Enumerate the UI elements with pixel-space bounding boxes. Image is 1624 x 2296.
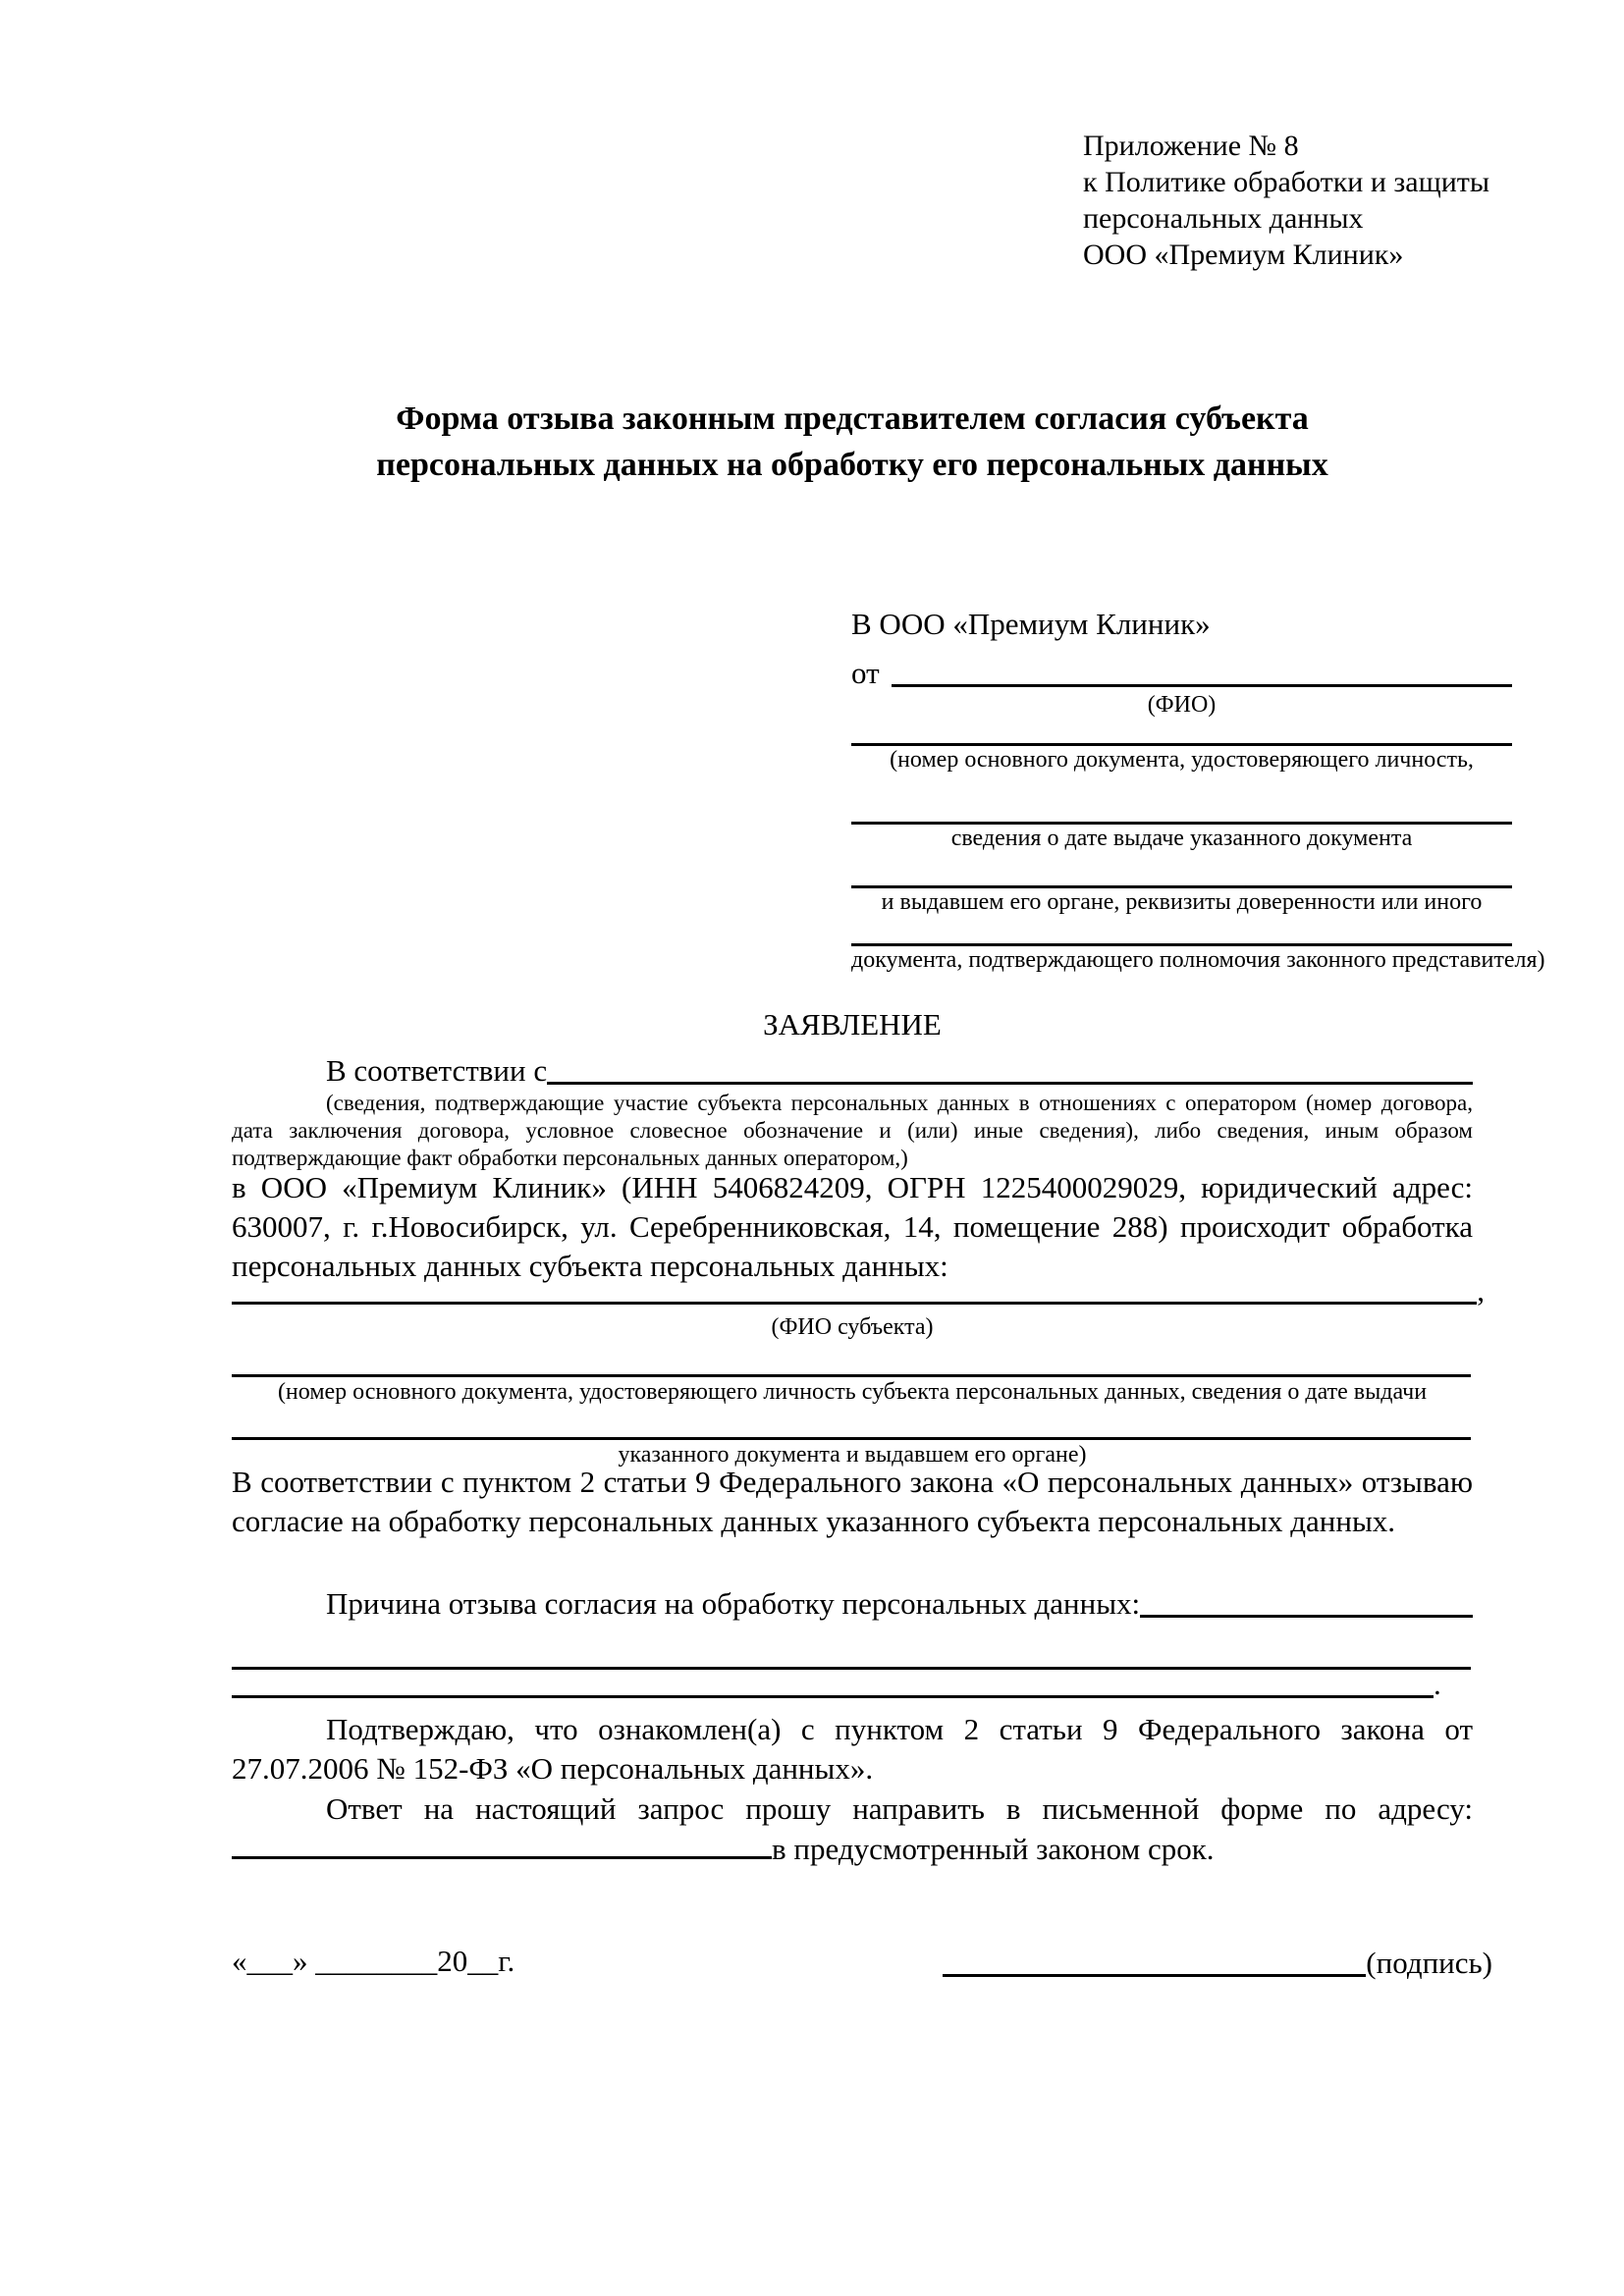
addressee-block bbox=[851, 605, 1545, 974]
representative-document-caption: (номер основного документа, удостоверяющего личность, bbox=[890, 747, 1474, 773]
reason-line-suffix: . bbox=[1434, 1667, 1441, 1701]
from-label: от bbox=[851, 656, 880, 690]
subject-fio-row bbox=[232, 1274, 1485, 1308]
signature-blank-line bbox=[943, 1974, 1366, 1977]
subject-document-blank-line bbox=[232, 1345, 1471, 1377]
representative-fio-blank-line bbox=[892, 684, 1512, 687]
signature-caption: (подпись) bbox=[1366, 1946, 1492, 1980]
issuing-authority-caption: и выдавшем его органе, реквизиты доверенности или иного bbox=[881, 889, 1483, 915]
acknowledgement-paragraph: Подтверждаю, что ознакомлен(а) с пунктом 2 статьи 9 Федерального закона от 27.07.2006 № 152-ФЗ «О персональных данных». bbox=[232, 1712, 1473, 1786]
subject-fio-caption: (ФИО субъекта) bbox=[771, 1314, 934, 1340]
issuing-authority-blank-line bbox=[851, 852, 1512, 888]
accordance-row bbox=[232, 1048, 1473, 1089]
reason-continuation-blank-line-1 bbox=[232, 1637, 1471, 1670]
response-suffix-text: в предусмотренный законом срок. bbox=[772, 1832, 1215, 1866]
subject-document-caption-1: (номер основного документа, удостоверяющего личность субъекта персональных данных, сведения о дате выдачи bbox=[277, 1379, 1428, 1405]
document-title-line-1: Форма отзыва законным представителем согласия субъекта bbox=[396, 400, 1309, 437]
power-of-attorney-blank-line bbox=[851, 916, 1512, 946]
signature-row bbox=[943, 1942, 1492, 1981]
reason-blank-line bbox=[1140, 1615, 1473, 1618]
from-row bbox=[851, 652, 1512, 691]
appendix-note-line-2: к Политике обработки и защиты bbox=[1083, 166, 1490, 198]
reason-row bbox=[232, 1582, 1473, 1622]
appendix-note-line-1: Приложение № 8 bbox=[1083, 130, 1299, 162]
accordance-label: В соответствии с bbox=[326, 1053, 548, 1088]
appendix-note bbox=[1083, 128, 1489, 273]
subject-document-caption-2: указанного документа и выдавшем его органе) bbox=[618, 1442, 1087, 1468]
appendix-note-line-4: ООО «Премиум Клиник» bbox=[1083, 239, 1404, 271]
document-title bbox=[232, 396, 1473, 488]
addressee-organization: В ООО «Премиум Клиник» bbox=[851, 607, 1211, 641]
appendix-note-line-3: персональных данных bbox=[1083, 202, 1364, 235]
response-paragraph bbox=[232, 1789, 1473, 1869]
power-of-attorney-caption: документа, подтверждающего полномочия законного представителя) bbox=[851, 947, 1545, 973]
subject-fio-line-suffix: , bbox=[1477, 1273, 1485, 1308]
reason-continuation-blank-line-2 bbox=[232, 1695, 1434, 1698]
document-title-line-2: персональных данных на обработку его персональных данных bbox=[376, 447, 1328, 483]
withdrawal-paragraph: В соответствии с пунктом 2 статьи 9 Федерального закона «О персональных данных» отзываю согласие на обработку персональных данных указанного субъекта персональных данных. bbox=[232, 1465, 1473, 1538]
document-issue-date-blank-line bbox=[851, 774, 1512, 825]
subject-document-blank-line-2 bbox=[232, 1410, 1471, 1440]
operator-paragraph: в ООО «Премиум Клиник» (ИНН 5406824209, ОГРН 1225400029029, юридический адрес: 630007, г. г.Новосибирск, ул. Серебренниковская, 14, помещение 288) происходит обработка персональных данных субъекта персональных данных: bbox=[232, 1170, 1473, 1283]
representative-fio-caption: (ФИО) bbox=[1147, 692, 1217, 718]
statement-heading: ЗАЯВЛЕНИЕ bbox=[763, 1007, 942, 1041]
fine-print-note: (сведения, подтверждающие участие субъекта персональных данных в отношениях с оператором (номер договора, дата заключения договора, условное словесное обозначение и (или) иные сведения), либо сведения, иным образом подтверждающие факт обработки персональных данных оператором,) bbox=[232, 1091, 1473, 1170]
reason-label: Причина отзыва согласия на обработку персональных данных: bbox=[326, 1586, 1141, 1621]
reason-continuation-row bbox=[232, 1667, 1473, 1702]
representative-document-blank-line bbox=[851, 719, 1512, 746]
subject-fio-blank-line bbox=[232, 1302, 1477, 1305]
date-blank-line: «___» ________20__г. bbox=[232, 1944, 515, 1978]
document-issue-date-caption: сведения о дате выдаче указанного документа bbox=[950, 826, 1413, 851]
response-request-text: Ответ на настоящий запрос прошу направить в письменной форме по адресу: bbox=[326, 1791, 1473, 1826]
response-address-blank-line bbox=[232, 1855, 772, 1859]
accordance-blank-line bbox=[547, 1082, 1473, 1085]
